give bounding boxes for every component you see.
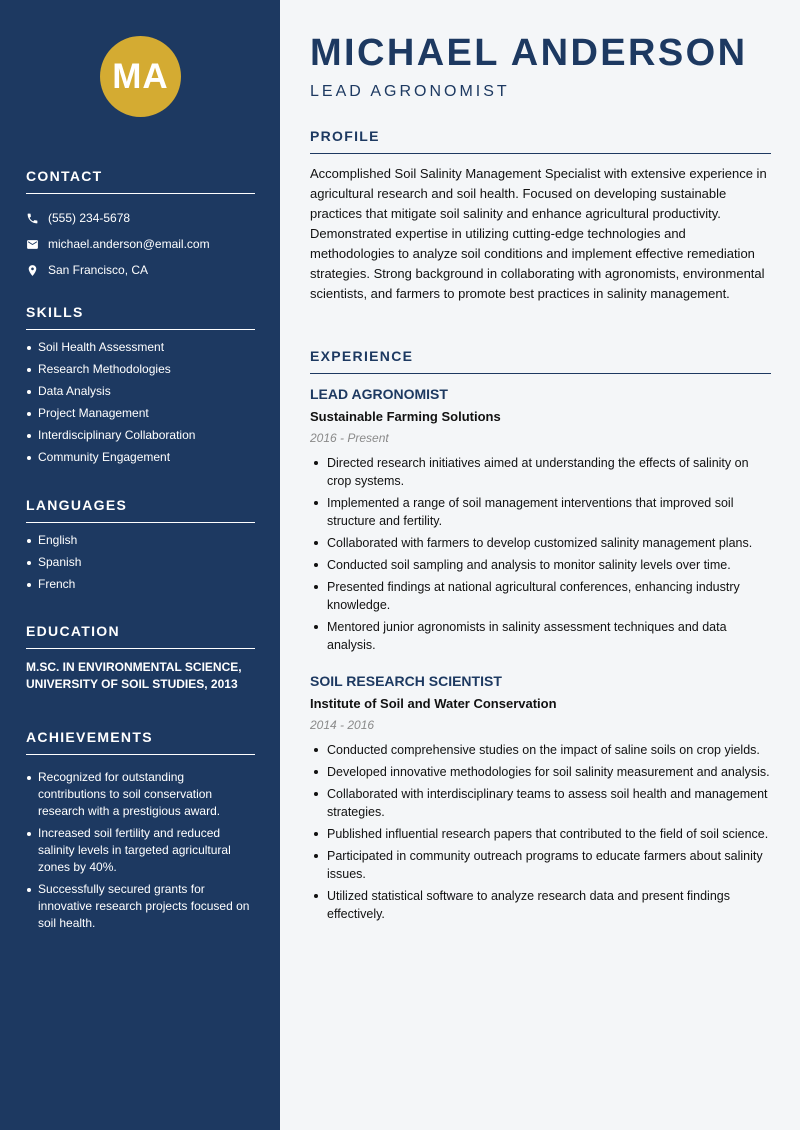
skill-item: Soil Health Assessment <box>26 339 255 356</box>
experience-heading: EXPERIENCE <box>310 348 771 374</box>
contact-phone[interactable] <box>26 205 255 231</box>
language-item: English <box>26 532 255 549</box>
job-entry <box>310 673 771 927</box>
job-bullet: Conducted soil sampling and analysis to monitor salinity levels over time. <box>310 556 771 574</box>
sidebar <box>0 0 280 1130</box>
skill-item: Community Engagement <box>26 449 255 466</box>
achievement-item: Successfully secured grants for innovative research projects focused on soil health. <box>26 881 255 932</box>
languages-heading: LANGUAGES <box>26 497 255 523</box>
job-entry <box>310 386 771 658</box>
skills-section <box>26 304 255 471</box>
achievements-section <box>26 729 255 937</box>
email-icon <box>26 238 39 251</box>
contact-section <box>26 168 255 283</box>
job-bullet: Conducted comprehensive studies on the impact of saline soils on crop yields. <box>310 741 771 759</box>
location-text: San Francisco, CA <box>48 263 149 277</box>
profile-text: Accomplished Soil Salinity Management Specialist with extensive experience in agricultural research and soil health. Focused on developing sustainable practices that mitigate soil salinity and enhance agricultural productivity. Demonstrated expertise in utilizing cutting-edge technologies and methodologies to analyze soil conditions and implement effective remediation strategies. Strong background in collaborating with agronomists, environmental scientists, and farmers to promote best practices in salinity management. <box>310 166 767 301</box>
job-bullet: Utilized statistical software to analyze research data and present findings effectively. <box>310 887 771 923</box>
candidate-name: MICHAEL ANDERSON <box>310 32 748 74</box>
profile-heading: PROFILE <box>310 128 771 154</box>
job-bullet: Collaborated with farmers to develop customized salinity management plans. <box>310 534 771 552</box>
avatar <box>100 36 181 117</box>
education-heading: EDUCATION <box>26 623 255 649</box>
skill-item: Project Management <box>26 405 255 422</box>
job-bullet: Mentored junior agronomists in salinity assessment techniques and data analysis. <box>310 618 771 654</box>
contact-location <box>26 257 255 283</box>
job-bullet: Implemented a range of soil management interventions that improved soil structure and fertility. <box>310 494 771 530</box>
skill-item: Research Methodologies <box>26 361 255 378</box>
skill-item: Data Analysis <box>26 383 255 400</box>
job-company: Sustainable Farming Solutions <box>310 409 501 424</box>
contact-email[interactable] <box>26 231 255 257</box>
job-bullet: Developed innovative methodologies for soil salinity measurement and analysis. <box>310 763 771 781</box>
achievement-item: Recognized for outstanding contributions to soil conservation research with a prestigious award. <box>26 769 255 820</box>
education-section <box>26 623 255 693</box>
job-dates: 2016 - Present <box>310 431 389 445</box>
job-bullet: Participated in community outreach programs to educate farmers about salinity issues. <box>310 847 771 883</box>
job-title: LEAD AGRONOMIST <box>310 386 448 402</box>
phone-icon <box>26 212 39 225</box>
skill-item: Interdisciplinary Collaboration <box>26 427 255 444</box>
avatar-initials: MA <box>112 56 169 96</box>
education-entry: M.SC. IN ENVIRONMENTAL SCIENCE, UNIVERSITY OF SOIL STUDIES, 2013 <box>26 660 242 691</box>
achievement-item: Increased soil fertility and reduced salinity levels in targeted agricultural zones by 40%. <box>26 825 255 876</box>
language-item: Spanish <box>26 554 255 571</box>
language-item: French <box>26 576 255 593</box>
languages-section <box>26 497 255 598</box>
candidate-title: LEAD AGRONOMIST <box>310 83 510 100</box>
job-bullet: Directed research initiatives aimed at understanding the effects of salinity on crop systems. <box>310 454 771 490</box>
job-bullet: Collaborated with interdisciplinary teams to assess soil health and management strategies. <box>310 785 771 821</box>
phone-text: (555) 234-5678 <box>48 211 131 225</box>
job-company: Institute of Soil and Water Conservation <box>310 696 557 711</box>
skills-heading: SKILLS <box>26 304 255 330</box>
job-dates: 2014 - 2016 <box>310 718 375 732</box>
job-title: SOIL RESEARCH SCIENTIST <box>310 673 502 689</box>
email-text: michael.anderson@email.com <box>48 237 210 251</box>
location-pin-icon <box>26 264 39 277</box>
achievements-heading: ACHIEVEMENTS <box>26 729 255 755</box>
job-bullet: Published influential research papers that contributed to the field of soil science. <box>310 825 771 843</box>
job-bullet: Presented findings at national agricultural conferences, enhancing industry knowledge. <box>310 578 771 614</box>
contact-heading: CONTACT <box>26 168 255 194</box>
